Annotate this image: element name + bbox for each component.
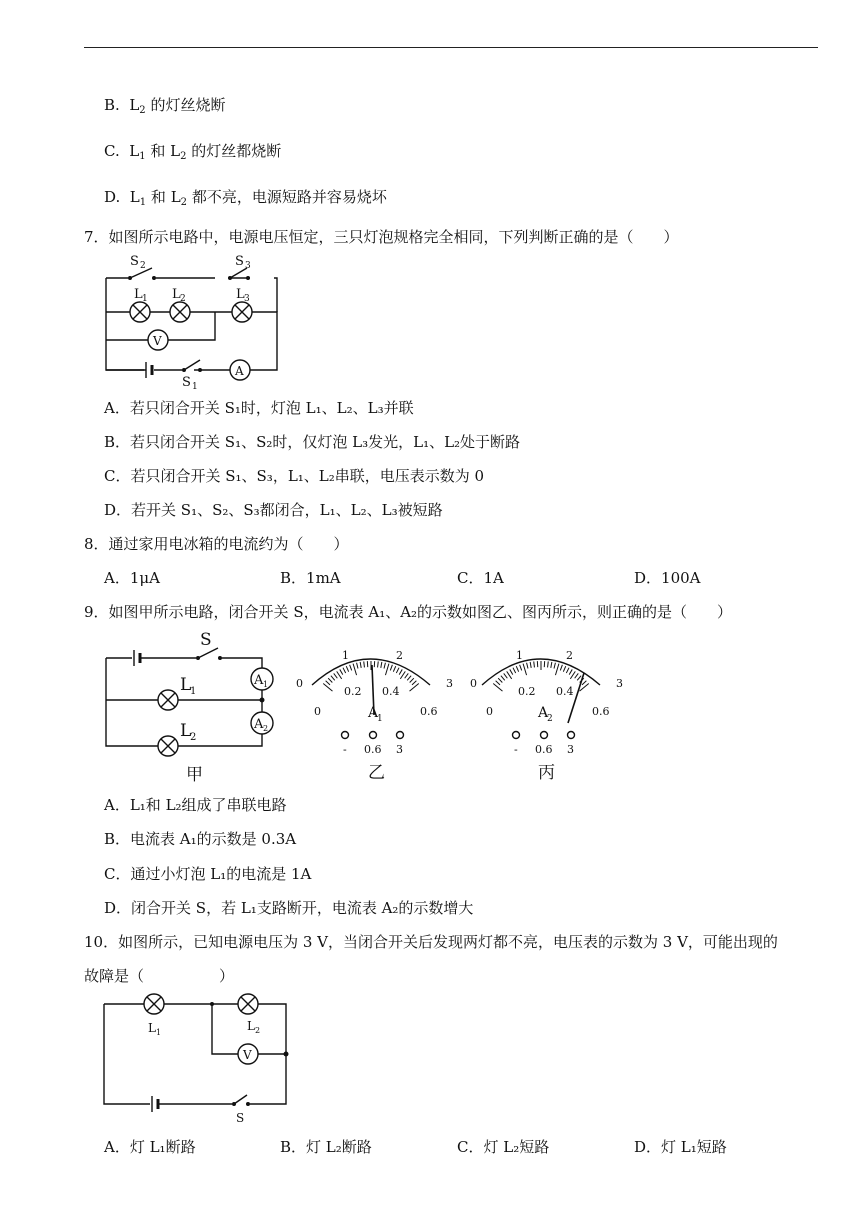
q8-option-d[interactable]: D．100A xyxy=(634,569,701,587)
caption-yi: 乙 xyxy=(368,763,385,783)
svg-text:L: L xyxy=(148,1021,156,1035)
svg-text:3: 3 xyxy=(244,294,250,304)
svg-text:S: S xyxy=(235,254,244,269)
svg-text:L: L xyxy=(236,287,245,302)
caption-bing: 丙 xyxy=(538,763,555,783)
lamp-l1-icon xyxy=(158,690,178,710)
meter-tick xyxy=(346,666,348,672)
q7-option-c[interactable]: C．若只闭合开关 S₁、S₃，L₁、L₂串联，电压表示数为 0 xyxy=(104,467,485,485)
svg-text:3: 3 xyxy=(396,743,403,756)
svg-text:0: 0 xyxy=(486,705,493,718)
meter-tick xyxy=(378,661,379,667)
svg-text:3: 3 xyxy=(245,261,251,271)
lamp-l3-icon xyxy=(232,302,252,322)
meter-tick xyxy=(334,673,338,678)
lamp-l2-icon xyxy=(238,994,258,1014)
svg-text:S: S xyxy=(182,375,191,390)
meter-tick xyxy=(360,662,361,668)
lamp-l1-icon xyxy=(144,994,164,1014)
meter-tick xyxy=(405,673,409,678)
meter-tick xyxy=(323,683,332,691)
q10-circuit-diagram xyxy=(100,992,300,1132)
q10-option-c[interactable]: C．灯 L₂短路 xyxy=(457,1138,550,1156)
meter-tick xyxy=(577,676,581,681)
q9-stem: 9．如图甲所示电路，闭合开关 S，电流表 A₁、A₂的示数如图乙、图丙所示，则正确的是（ ） xyxy=(84,603,733,621)
ammeter-a2-icon xyxy=(251,712,273,734)
caption-jia: 甲 xyxy=(186,765,203,785)
meter-tick xyxy=(513,668,516,673)
q7-stem: 7．如图所示电路中，电源电压恒定，三只灯泡规格完全相同，下列判断正确的是（ ） xyxy=(84,228,679,246)
ammeter-icon xyxy=(230,360,250,380)
q9-meter-bing xyxy=(460,645,630,785)
meter-tick xyxy=(410,683,419,691)
svg-text:A: A xyxy=(235,364,244,378)
meter-tick xyxy=(393,666,395,672)
svg-text:0.6: 0.6 xyxy=(364,743,382,756)
svg-text:V: V xyxy=(243,1048,252,1062)
q8-option-c[interactable]: C．1A xyxy=(457,569,504,587)
q8-option-b[interactable]: B．1mA xyxy=(280,569,341,587)
svg-text:L: L xyxy=(172,287,181,302)
svg-text:0.4: 0.4 xyxy=(556,685,574,698)
q10-option-d[interactable]: D．灯 L₁短路 xyxy=(634,1138,727,1156)
meter-tick xyxy=(563,666,565,672)
q7-circuit-diagram xyxy=(100,250,290,390)
svg-text:0: 0 xyxy=(296,677,303,690)
meter-tick xyxy=(498,678,502,682)
svg-text:S: S xyxy=(236,1111,245,1125)
svg-text:0.2: 0.2 xyxy=(344,685,362,698)
meter-scale-ticks-yi xyxy=(323,661,419,691)
q7-option-d[interactable]: D．若开关 S₁、S₂、S₃都闭合，L₁、L₂、L₃被短路 xyxy=(104,501,443,519)
svg-text:1: 1 xyxy=(516,649,523,662)
svg-text:0.6: 0.6 xyxy=(420,705,438,718)
meter-tick xyxy=(331,676,335,681)
q8-stem: 8．通过家用电冰箱的电流约为（ ） xyxy=(84,535,349,553)
q7-option-b[interactable]: B．若只闭合开关 S₁、S₂时，仅灯泡 L₃发光，L₁、L₂处于断路 xyxy=(104,433,521,451)
svg-text:2: 2 xyxy=(190,732,197,743)
meter-tick xyxy=(548,661,549,667)
q9-option-d[interactable]: D．闭合开关 S，若 L₁支路断开，电流表 A₂的示数增大 xyxy=(104,899,474,917)
meter-tick xyxy=(551,662,552,668)
meter-tick xyxy=(510,669,513,674)
meter-tick xyxy=(326,681,330,685)
svg-text:L: L xyxy=(180,675,192,695)
svg-text:A: A xyxy=(538,705,549,721)
meter-tick xyxy=(353,664,356,675)
meter-tick xyxy=(396,668,399,673)
q10-stem-line1: 10．如图所示，已知电源电压为 3 V，当闭合开关后发现两灯都不亮，电压表的示数为 3 V，可能出现的 xyxy=(84,933,778,951)
q6-option-d[interactable]: D. $L_1$ 和 $L_2$ 都不亮，电源短路并容易烧坏 xyxy=(104,188,387,208)
meter-tick xyxy=(410,678,414,682)
meter-tick xyxy=(501,676,505,681)
q8-option-a[interactable]: A．1μA xyxy=(104,569,160,587)
svg-text:1: 1 xyxy=(190,686,197,697)
meter-tick xyxy=(516,666,518,672)
svg-text:2: 2 xyxy=(263,724,269,733)
svg-text:1: 1 xyxy=(263,680,269,689)
meter-tick xyxy=(412,681,416,685)
lamp-l1-icon xyxy=(130,302,150,322)
meter-tick xyxy=(357,663,358,669)
svg-text:3: 3 xyxy=(567,743,574,756)
meter-tick xyxy=(350,665,352,671)
svg-text:1: 1 xyxy=(142,294,148,304)
svg-text:2: 2 xyxy=(255,1026,261,1035)
svg-text:1: 1 xyxy=(156,1028,162,1037)
svg-text:L: L xyxy=(180,721,192,741)
svg-text:1: 1 xyxy=(342,649,349,662)
meter-tick xyxy=(582,681,586,685)
meter-tick xyxy=(407,676,411,681)
meter-tick xyxy=(566,668,569,673)
q9-option-b[interactable]: B．电流表 A₁的示数是 0.3A xyxy=(104,830,297,848)
ammeter-a1-icon xyxy=(251,668,273,690)
q10-stem-line2: 故障是（ ） xyxy=(84,967,235,985)
lamp-l2-icon xyxy=(170,302,190,322)
svg-text:A: A xyxy=(254,717,264,732)
meter-tick xyxy=(493,683,502,691)
svg-text:2: 2 xyxy=(566,649,573,662)
svg-text:-: - xyxy=(343,743,347,756)
meter-tick xyxy=(504,673,508,678)
q7-option-a[interactable]: A．若只闭合开关 S₁时，灯泡 L₁、L₂、L₃并联 xyxy=(104,399,414,417)
svg-text:S: S xyxy=(130,254,139,269)
svg-text:1: 1 xyxy=(192,382,198,392)
svg-text:2: 2 xyxy=(547,714,553,724)
meter-tick xyxy=(555,664,558,675)
meter-tick xyxy=(527,663,528,669)
meter-tick xyxy=(340,669,343,674)
svg-text:-: - xyxy=(514,743,518,756)
meter-tick xyxy=(554,663,555,669)
svg-text:A: A xyxy=(368,705,379,721)
svg-text:3: 3 xyxy=(446,677,453,690)
q9-option-a[interactable]: A．L₁和 L₂组成了串联电路 xyxy=(104,796,287,814)
q9-option-c[interactable]: C．通过小灯泡 L₁的电流是 1A xyxy=(104,865,312,883)
meter-tick xyxy=(384,663,385,669)
meter-tick xyxy=(328,678,332,682)
meter-scale-ticks-bing xyxy=(493,661,589,691)
voltmeter-icon xyxy=(238,1044,258,1064)
svg-text:0: 0 xyxy=(314,705,321,718)
svg-text:0.4: 0.4 xyxy=(382,685,400,698)
svg-text:1: 1 xyxy=(377,714,383,724)
svg-text:3: 3 xyxy=(616,677,623,690)
header-rule xyxy=(84,47,818,48)
meter-tick xyxy=(520,665,522,671)
svg-text:L: L xyxy=(247,1019,255,1033)
svg-text:0.6: 0.6 xyxy=(592,705,610,718)
svg-text:2: 2 xyxy=(140,261,146,271)
q10-option-b[interactable]: B．灯 L₂断路 xyxy=(280,1138,372,1156)
svg-text:0: 0 xyxy=(470,677,477,690)
meter-tick xyxy=(399,669,402,674)
svg-text:S: S xyxy=(200,630,212,650)
meter-tick xyxy=(560,665,562,671)
meter-tick xyxy=(530,662,531,668)
meter-tick xyxy=(575,673,579,678)
meter-tick xyxy=(569,669,572,674)
svg-text:2: 2 xyxy=(396,649,403,662)
svg-text:0.6: 0.6 xyxy=(535,743,553,756)
svg-text:0.2: 0.2 xyxy=(518,685,536,698)
meter-tick xyxy=(364,661,365,667)
svg-text:A: A xyxy=(254,673,264,688)
svg-text:V: V xyxy=(153,334,162,348)
meter-needle-bing xyxy=(568,673,584,723)
q9-meter-yi xyxy=(290,645,460,785)
q10-option-a[interactable]: A．灯 L₁断路 xyxy=(104,1138,196,1156)
meter-tick xyxy=(496,681,500,685)
voltmeter-icon xyxy=(148,330,168,350)
lamp-l2-icon xyxy=(158,736,178,756)
svg-text:L: L xyxy=(134,287,143,302)
q6-option-b[interactable]: B. $L_2$ 的灯丝烧断 xyxy=(104,96,226,116)
q6-option-c[interactable]: C. $L_1$ 和 $L_2$ 的灯丝都烧断 xyxy=(104,142,282,162)
meter-tick xyxy=(381,662,382,668)
meter-tick xyxy=(343,668,346,673)
svg-text:2: 2 xyxy=(180,294,186,304)
meter-tick xyxy=(523,664,526,675)
meter-tick xyxy=(534,661,535,667)
q9-circuit-jia xyxy=(100,630,290,790)
meter-tick xyxy=(390,665,392,671)
meter-tick xyxy=(385,664,388,675)
